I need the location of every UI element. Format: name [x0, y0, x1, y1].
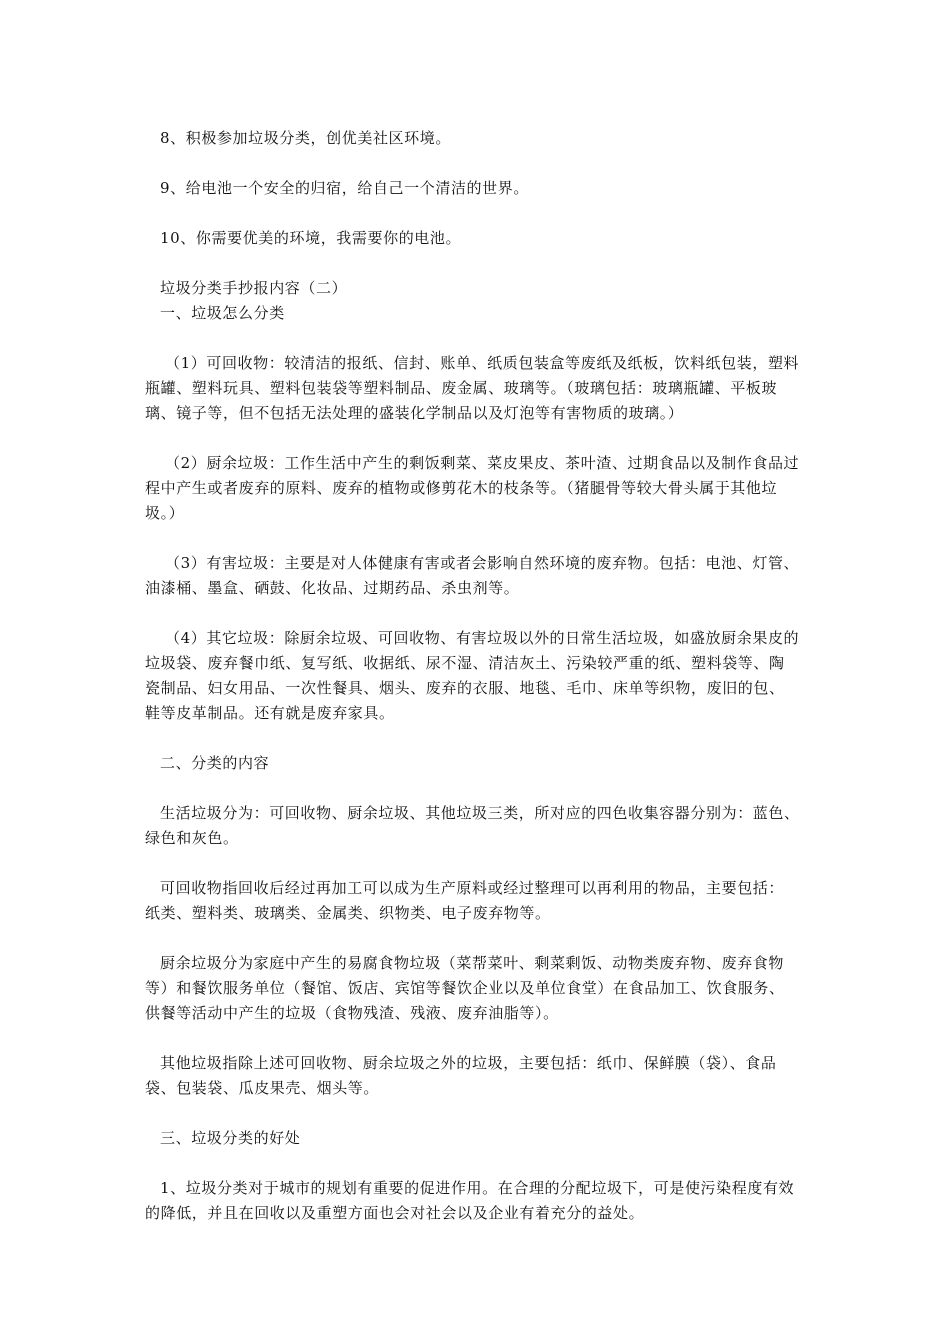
benefit-1-line-2: 的降低，并且在回收以及重塑方面也会对社会以及企业有着充分的益处。: [145, 1204, 645, 1222]
kitchen-def-line-2: 等）和餐饮服务单位（餐馆、饭店、宾馆等餐饮企业以及单位食堂）在食品加工、饮食服务、: [145, 979, 785, 997]
recyclable-line-1: （1）可回收物：较清洁的报纸、信封、账单、纸质包装盒等废纸及纸板，饮料纸包装，塑料: [165, 354, 800, 372]
recyclable-line-3: 璃、镜子等，但不包括无法处理的盛装化学制品以及灯泡等有害物质的玻璃。）: [145, 404, 684, 422]
kitchen-def-line-3: 供餐等活动中产生的垃圾（食物残渣、残液、废弃油脂等）。: [145, 1004, 559, 1022]
recyclable-def-line-1: 可回收物指回收后经过再加工可以成为生产原料或经过整理可以再利用的物品，主要包括：: [160, 879, 785, 897]
kitchen-line-1: （2）厨余垃圾：工作生活中产生的剩饭剩菜、菜皮果皮、茶叶渣、过期食品以及制作食品过: [165, 454, 800, 472]
heading-content: 二、分类的内容: [160, 754, 270, 772]
kitchen-line-3: 圾。）: [145, 504, 185, 522]
heading-benefits: 三、垃圾分类的好处: [160, 1129, 301, 1147]
hazardous-line-1: （3）有害垃圾：主要是对人体健康有害或者会影响自然环境的废弃物。包括：电池、灯管、: [165, 554, 800, 572]
slogan-10: 10、你需要优美的环境，我需要你的电池。: [160, 229, 462, 247]
other-line-2: 垃圾袋、废弃餐巾纸、复写纸、收据纸、尿不湿、清洁灰土、污染较严重的纸、塑料袋等、陶: [145, 654, 785, 672]
other-line-1: （4）其它垃圾：除厨余垃圾、可回收物、有害垃圾以外的日常生活垃圾，如盛放厨余果皮的: [165, 629, 800, 647]
other-def-line-1: 其他垃圾指除上述可回收物、厨余垃圾之外的垃圾，主要包括：纸巾、保鲜膜（袋）、食品: [160, 1054, 777, 1072]
slogan-9: 9、给电池一个安全的归宿，给自己一个清洁的世界。: [160, 179, 529, 197]
recyclable-def-line-2: 纸类、塑料类、玻璃类、金属类、织物类、电子废弃物等。: [145, 904, 551, 922]
kitchen-def-line-1: 厨余垃圾分为家庭中产生的易腐食物垃圾（菜帮菜叶、剩菜剩饭、动物类废弃物、废弃食物: [160, 954, 785, 972]
other-line-3: 瓷制品、妇女用品、一次性餐具、烟头、废弃的衣服、地毯、毛巾、床单等织物，废旧的包、: [145, 679, 785, 697]
recyclable-line-2: 瓶罐、塑料玩具、塑料包装袋等塑料制品、废金属、玻璃等。（玻璃包括：玻璃瓶罐、平板玻: [145, 379, 778, 397]
benefit-1-line-1: 1、垃圾分类对于城市的规划有重要的促进作用。在合理的分配垃圾下，可是使污染程度有效: [160, 1179, 795, 1197]
hazardous-line-2: 油漆桶、墨盒、硒鼓、化妆品、过期药品、杀虫剂等。: [145, 579, 520, 597]
heading-classify: 一、垃圾怎么分类: [160, 304, 285, 322]
classification-line-2: 绿色和灰色。: [145, 829, 239, 847]
kitchen-line-2: 程中产生或者废弃的原料、废弃的植物或修剪花木的枝条等。（猪腿骨等较大骨头属于其他垃: [145, 479, 778, 497]
other-line-4: 鞋等皮革制品。还有就是废弃家具。: [145, 704, 395, 722]
slogan-8: 8、积极参加垃圾分类，创优美社区环境。: [160, 129, 451, 147]
classification-line-1: 生活垃圾分为：可回收物、厨余垃圾、其他垃圾三类，所对应的四色收集容器分别为：蓝色、: [160, 804, 800, 822]
other-def-line-2: 袋、包装袋、瓜皮果壳、烟头等。: [145, 1079, 380, 1097]
section-title: 垃圾分类手抄报内容（二）: [160, 279, 348, 297]
